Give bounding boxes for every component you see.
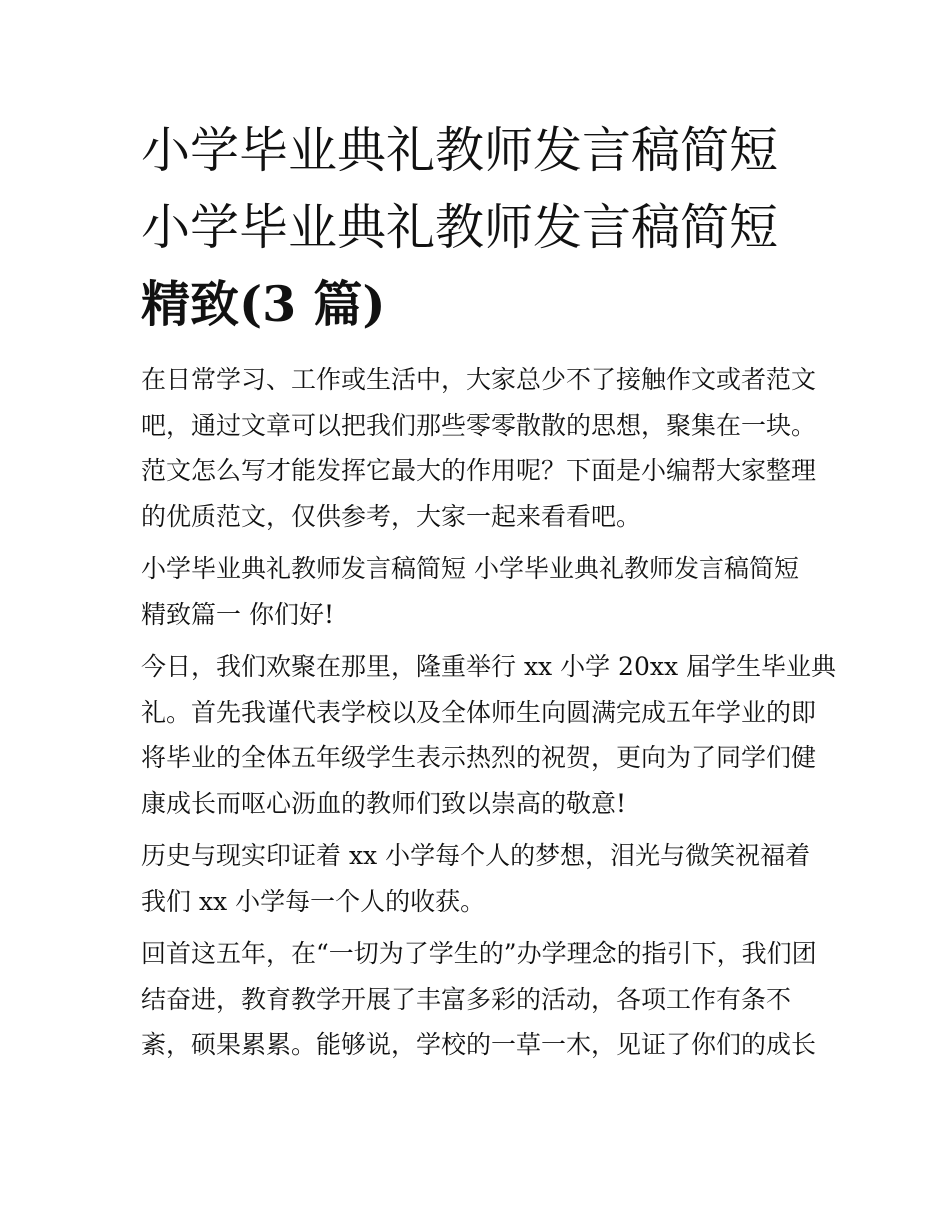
text-line: 精致篇一 你们好! (141, 599, 334, 629)
text-line: 今日，我们欢聚在那里，隆重举行 xx 小学 20xx 届学生毕业典 (141, 652, 836, 681)
paragraph-review (141, 931, 831, 1068)
document-title (141, 112, 821, 343)
text-line: 吧，通过文章可以把我们那些零零散散的思想，聚集在一块。 (141, 410, 817, 440)
text-line: 我们 xx 小学每一个人的收获。 (141, 886, 486, 916)
paragraph-welcome (141, 644, 836, 826)
title-line: 精致(3 篇) (141, 275, 386, 333)
text-line: 小学毕业典礼教师发言稿简短 小学毕业典礼教师发言稿简短 (141, 554, 799, 583)
paragraph-intro (141, 357, 831, 539)
text-line: 紊，硕果累累。能够说，学校的一草一木，见证了你们的成长 (141, 1030, 817, 1059)
paragraph-section-heading (141, 546, 831, 637)
text-line: 回首这五年，在“一切为了学生的”办学理念的指引下，我们团 (141, 939, 817, 968)
document-body (141, 357, 836, 1075)
text-line: 在日常学习、工作或生活中，大家总少不了接触作文或者范文 (141, 365, 817, 394)
title-line: 小学毕业典礼教师发言稿简短 (141, 122, 779, 179)
paragraph-history (141, 833, 831, 924)
text-line: 结奋进，教育教学开展了丰富多彩的活动，各项工作有条不 (141, 984, 792, 1014)
text-line: 历史与现实印证着 xx 小学每个人的梦想，泪光与微笑祝福着 (141, 841, 811, 870)
text-line: 范文怎么写才能发挥它最大的作用呢？下面是小编帮大家整理 (141, 456, 817, 485)
text-line: 礼。首先我谨代表学校以及全体师生向圆满完成五年学业的即 (141, 697, 817, 727)
title-line: 小学毕业典礼教师发言稿简短 (141, 199, 779, 256)
text-line: 康成长而呕心沥血的教师们致以崇高的敬意! (141, 788, 627, 818)
text-line: 将毕业的全体五年级学生表示热烈的祝贺，更向为了同学们健 (141, 743, 817, 772)
text-line: 的优质范文，仅供参考，大家一起来看看吧。 (141, 501, 642, 531)
